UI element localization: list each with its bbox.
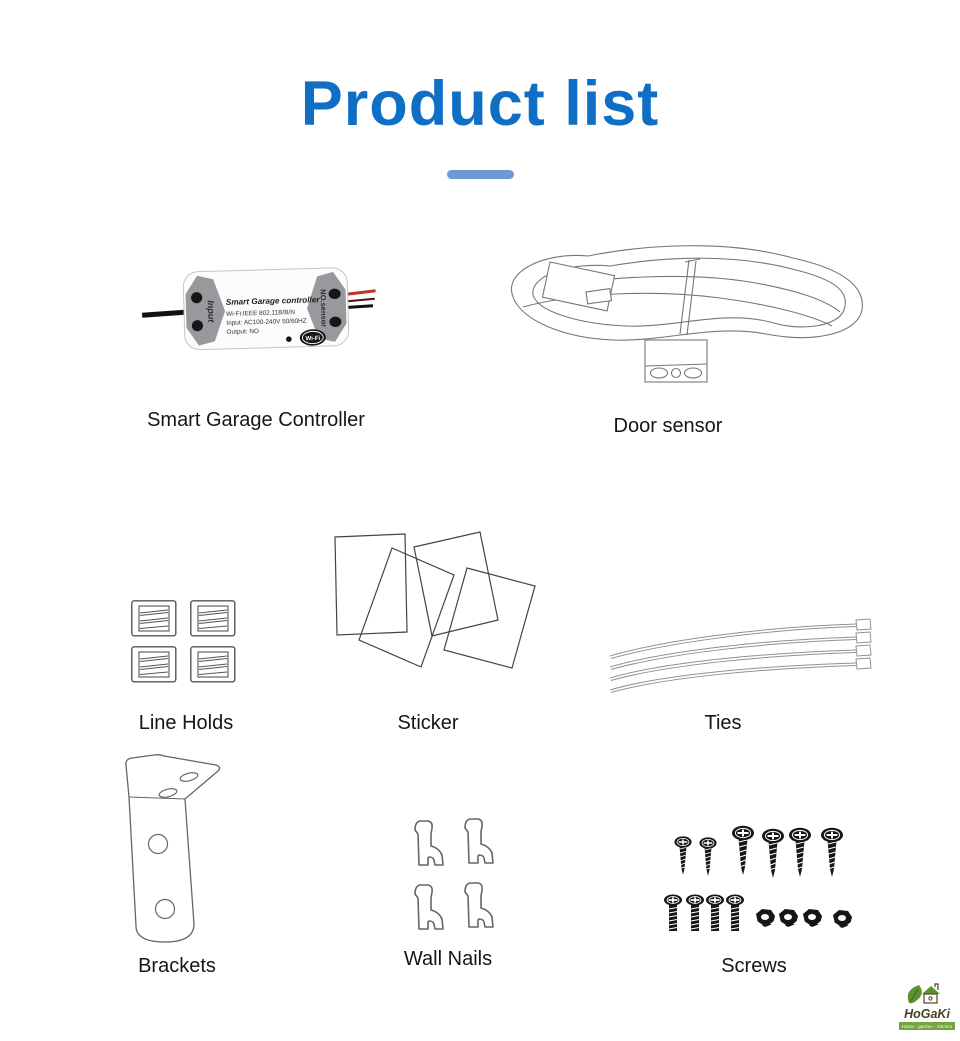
- product-label-door-sensor: Door sensor: [613, 415, 723, 437]
- door-sensor-illustration: [488, 232, 880, 392]
- brand-name: HoGaKi: [904, 1007, 950, 1021]
- device-spec-input: Input: AC100-240V 50/60HZ: [226, 317, 307, 327]
- input-wire: [142, 312, 188, 315]
- title-underline: [447, 170, 514, 179]
- svg-text:Wi-Fi: Wi-Fi: [305, 335, 321, 343]
- brand-tagline: Home - garden - kitchen: [901, 1023, 953, 1029]
- brand-logo: [897, 982, 957, 1034]
- cable-tab: [586, 289, 611, 304]
- sensor-wire-dark: [344, 299, 375, 302]
- product-label-smart-garage-controller: Smart Garage Controller: [147, 409, 365, 431]
- device-title: Smart Garage controller: [225, 295, 320, 307]
- input-port-label: Input: [205, 300, 217, 323]
- product-label-line-holds: Line Holds: [138, 712, 234, 734]
- screws-illustration: [652, 812, 882, 940]
- product-label-wall-nails: Wall Nails: [403, 948, 493, 970]
- house-icon: [922, 984, 940, 1003]
- device-spec-wifi: Wi-Fi:IEEE 802.11B/B/N: [226, 308, 295, 318]
- magnet-block: [645, 340, 707, 382]
- product-label-brackets: Brackets: [138, 955, 216, 977]
- no-sensor-port-label: NO.sensor: [318, 289, 329, 328]
- cable-wrap: [680, 259, 700, 335]
- device-spec-output: Output: NO: [226, 327, 260, 336]
- product-label-ties: Ties: [704, 712, 742, 734]
- product-label-screws: Screws: [721, 955, 787, 977]
- sensor-block: [543, 262, 615, 311]
- product-label-sticker: Sticker: [397, 712, 459, 734]
- line-holds-illustration: [131, 600, 236, 685]
- sticker-illustration: [322, 520, 547, 675]
- page-title: Product list: [300, 69, 660, 139]
- wall-nails-illustration: [400, 812, 505, 938]
- ties-illustration: [594, 604, 884, 694]
- smart-garage-controller-illustration: [137, 260, 379, 359]
- brackets-illustration: [118, 750, 238, 950]
- sensor-wire-red: [344, 291, 376, 295]
